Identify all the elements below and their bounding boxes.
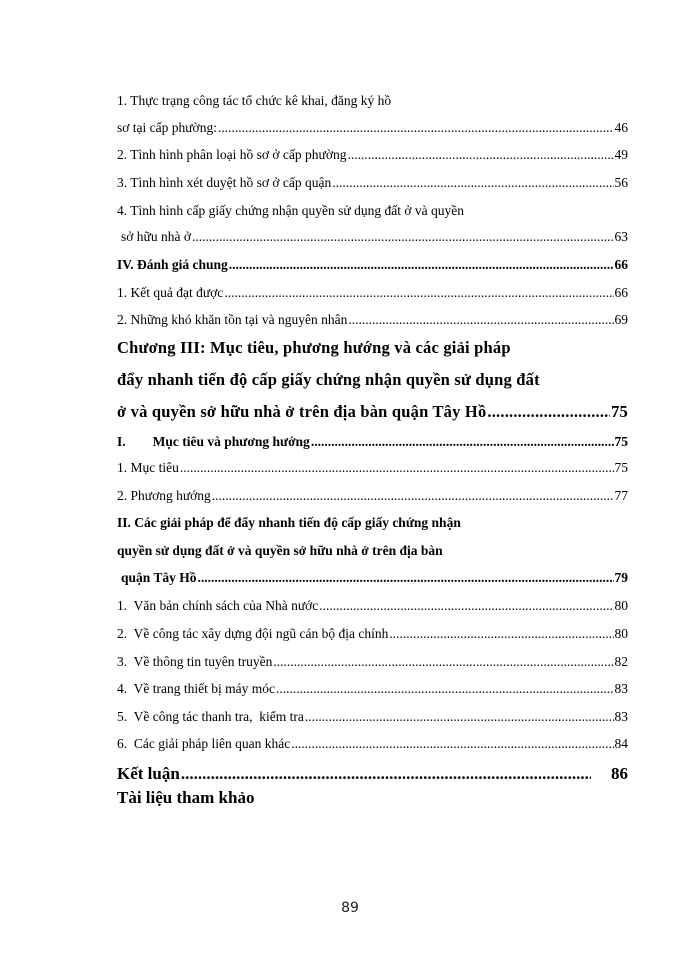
page-number: 89 [341,900,359,916]
toc-page-number: 63 [614,229,628,244]
toc-entry-text: 2. Về công tác xây dựng đội ngũ cán bộ địa chính [117,626,389,641]
toc-entry-text: 6. Các giải pháp liên quan khác [117,736,291,751]
toc-entry [117,735,628,753]
toc-entry-text: sơ tại cấp phường: [117,120,217,135]
toc-page-number: 46 [614,120,628,135]
leader-dots [180,459,614,477]
toc-entry-text: 1. Thực trạng công tác tổ chức kê khai, đăng ký hồ [117,93,392,108]
toc-entry-text: 2. Phương hướng [117,488,211,503]
toc-section-text: quận Tây Hồ [121,570,197,585]
toc-entry-text: 1. Kết quả đạt được [117,285,224,300]
toc-page-number: 82 [614,654,628,669]
toc-entry [117,459,628,477]
toc-page-number: 56 [614,175,628,190]
leader-dots [198,569,614,587]
toc-page-number: 80 [614,626,628,641]
toc-chapter-text: đẩy nhanh tiến độ cấp giấy chứng nhận quyền sử dụng đất [117,370,540,389]
leader-dots [319,597,613,615]
toc-entry [117,680,628,698]
toc-section [117,433,628,451]
leader-dots [487,401,610,423]
toc-section-text: I. Mục tiêu và phương hướng [117,434,310,449]
toc-entry-text: 4. Tình hình cấp giấy chứng nhận quyền sử dụng đất ở và quyền [117,203,464,218]
toc-entry [117,653,628,671]
leader-dots [218,119,614,137]
toc-page-number: 75 [614,460,628,475]
leader-dots [305,708,614,726]
leader-dots [291,735,613,753]
leader-dots [311,433,614,451]
toc-section-line [117,542,628,560]
toc-entry [117,487,628,505]
leader-dots [389,625,613,643]
toc-page-number: 77 [614,488,628,503]
toc-page-number: 66 [614,285,628,300]
toc-page-number: 86 [611,764,628,783]
toc-entry-text: 1. Văn bản chính sách của Nhà nước [117,598,319,613]
toc-chapter-line [117,337,628,359]
toc-section [117,569,628,587]
toc-entry-text: 5. Về công tác thanh tra, kiểm tra [117,709,304,724]
leader-dots [332,174,613,192]
toc-entry [117,119,628,137]
toc-entry-text: sở hữu nhà ở [121,229,191,244]
toc-section-text: quyền sử dụng đất ở và quyền sở hữu nhà ở trên địa bàn [117,543,443,558]
toc-entry-text: 2. Tình hình phân loại hồ sơ ở cấp phường [117,147,347,162]
toc-page-number: 66 [614,257,628,272]
toc-section-line [117,514,628,532]
toc-entry [117,708,628,726]
toc-conclusion-text: Kết luận [117,764,180,783]
toc-entry [117,228,628,246]
toc-entry-line [117,92,628,110]
toc-entry-text: 4. Về trang thiết bị máy móc [117,681,275,696]
toc-entry-text: 3. Tình hình xét duyệt hồ sơ ở cấp quận [117,175,332,190]
toc-chapter-line [117,369,628,391]
toc-section [117,256,628,274]
leader-dots [212,487,614,505]
leader-dots [181,763,591,785]
leader-dots [229,256,614,274]
leader-dots [348,311,613,329]
toc-page-number: 49 [614,147,628,162]
leader-dots [192,228,614,246]
leader-dots [273,653,613,671]
toc-entry-text: 3. Về thông tin tuyên truyền [117,654,273,669]
toc-page-number: 75 [611,402,628,421]
leader-dots [276,680,614,698]
toc-page-number: 75 [614,434,628,449]
toc-chapter-text: Chương III: Mục tiêu, phương hướng và các giải pháp [117,338,511,357]
leader-dots [224,284,613,302]
toc-entry-text: 2. Những khó khăn tồn tại và nguyên nhân [117,312,348,327]
toc-entry-line [117,202,628,220]
toc-page-number: 80 [614,598,628,613]
toc-conclusion [117,763,628,785]
toc-page-number: 69 [614,312,628,327]
toc-chapter-text: ở và quyền sở hữu nhà ở trên địa bàn quận Tây Hồ [117,402,487,421]
toc-entry [117,284,628,302]
toc-entry [117,146,628,164]
toc-entry [117,174,628,192]
toc-entry [117,597,628,615]
toc-references-text: Tài liệu tham khảo [117,788,255,807]
toc-entry [117,625,628,643]
toc-chapter [117,401,628,423]
toc-section-text: II. Các giải pháp để đẩy nhanh tiến độ cấp giấy chứng nhận [117,515,461,530]
leader-dots [347,146,613,164]
toc-page-number: 83 [614,681,628,696]
toc-page-number: 83 [614,709,628,724]
toc-page-number: 79 [614,570,628,585]
toc-entry-text: 1. Mục tiêu [117,460,179,475]
toc-references [117,787,628,809]
toc-page-number: 84 [614,736,628,751]
toc-section-text: IV. Đánh giá chung [117,257,228,272]
toc-entry [117,311,628,329]
